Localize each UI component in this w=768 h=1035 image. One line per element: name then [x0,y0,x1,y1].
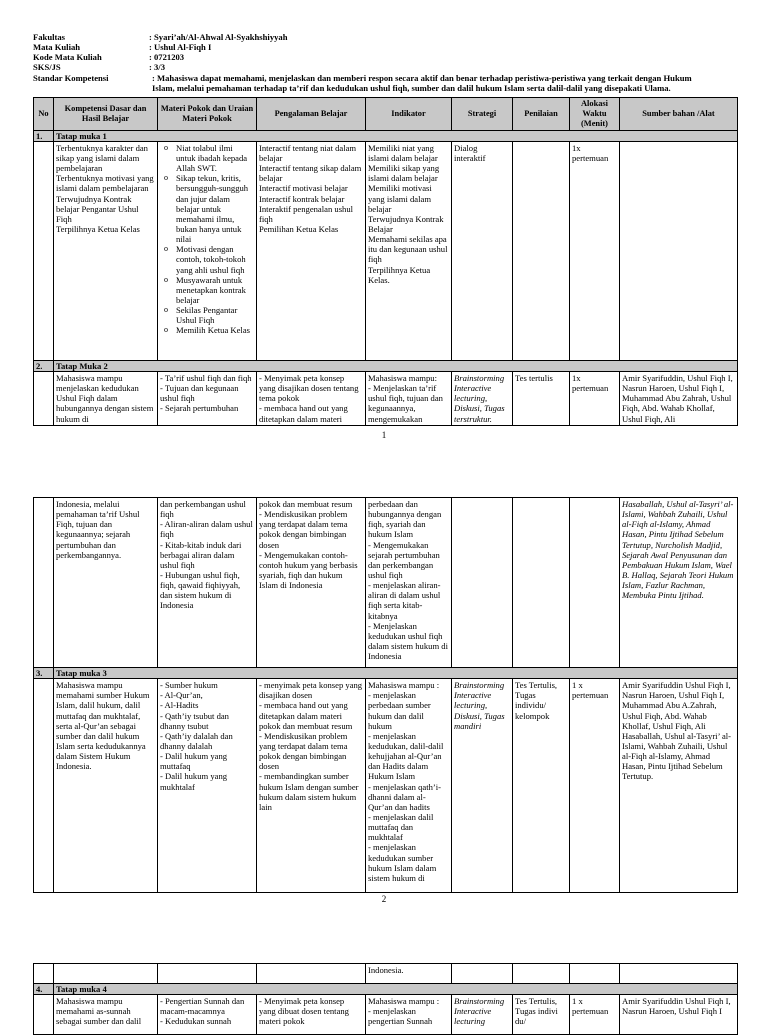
kode-value: : 0721203 [149,52,185,63]
list-item: - Menjelaskan ta’rif ushul fiqh, tujuan dan kegunaannya, mengemukakan [368,383,443,424]
list-item: Terwujudnya Kontrak belajar Pengantar Ushul Fiqh [56,193,139,224]
cell-sumber: Hasaballah, Ushul al-Tasyri’ al-Islami, Wahbah Zuhaili, Ushul al-Fiqh al-Islamy, Ahmad Hasan, Pintu Ijtihad Sebelum Tertutup, Nurcholish Madjid, Sejarah Awal Penyusunan dan Pembakuan Hukum Islam, Wael B. Hallaq, Sejarah Teori Hukum Islam, Fazlur Rachman, Membuka Pintu Ijtihad. [620,498,738,668]
list-item: - membaca hand out yang ditetapkan dalam materi [259,403,348,424]
table-header-row [34,98,738,131]
list-item: - Qath’iy dalalah dan dhanny dalalah [160,730,233,751]
list-item: - Dalil hukum yang muttafaq [160,751,228,772]
list-item: - menyimak peta konsep yang disajikan dosen [259,680,363,701]
page-number: 1 [381,430,387,440]
cell-sumber: Amir Syarifuddin Ushul Fiqh I, Nasrun Haroen, Ushul Fiqh I, Muhammad Abu A.Zahrah, Ushul Fiqh, Abd. Wahab Khollaf, Ushul Fiqh, Ali Hasaballah, Ushul al-Tasyri’ al-Islami, Wahbah Zuhaili, Ushul al-Fiqh al-Islamy, Ahmad Hasan, Pintu Ijtihad Sebelum Tertutup. [620,679,738,893]
rps-table-page-2 [33,497,738,893]
list-item: - Al-Hadits [160,700,199,711]
list-item: Mahasiswa mampu : [368,680,440,691]
list-item: Interactif kontrak belajar [259,193,345,204]
cell-materi [158,995,257,1035]
cell-no [34,964,54,984]
list-item: Pemilihan Ketua Kelas [259,223,339,234]
cell-pengalaman [257,498,366,668]
cell-pengalaman [257,372,366,426]
cell-alokasi [570,964,620,984]
list-item: - Aliran-aliran dalam ushul fiqh [160,519,253,540]
cell-materi [158,498,257,668]
list-item: Interactif motivasi belajar [259,183,348,194]
list-item: - Kedudukan sunnah [160,1016,232,1027]
standar-label: Standar Kompetensi [33,72,109,83]
list-item: dan perkembangan ushul fiqh [160,499,246,520]
list-item: - menjelaskan qath’i-dhanni dalam al-Qur’an dan hadits [368,781,442,812]
cell-penilaian: Tes tertulis [513,372,570,426]
standar-line-2: Islam, melalui pemahaman terhadap ta’rif dan kedudukan ushul fiqh, sumber dan dalil hukum Islam serta dalil-dalil yang disepakati Ulama. [152,82,671,93]
header-strategi: Strategi [452,98,513,131]
header-pengalaman: Pengalaman Belajar [257,98,366,131]
list-item: - Sumber hukum [160,680,218,691]
list-item: Memiliki sikap yang islami dalam belajar [368,163,440,184]
cell-sumber: Amir Syarifuddin, Ushul Fiqh I, Nasrun Haroen, Ushul Fiqh I, Muhammad Abu Zahrah, Ushul Fiqh, Abd. Wahab Khollaf, Ushul Fiqh, Ali [620,372,738,426]
list-item: - Mendiskusikan problem yang terdapat dalam tema pokok dengan bimbingan dosen [259,509,348,550]
cell-alokasi: 1x pertemuan [570,372,620,426]
cell-no [34,679,54,893]
page-number: 2 [381,894,387,904]
list-item: o Motivasi dengan contoh, tokoh-tokoh yang ahli ushul fiqh [176,244,254,274]
cell-kompetensi: Indonesia, melalui pemahaman ta’rif Ushul Fiqh, tujuan dan kegunaannya; sejarah pertumbuhan dan perkembangannya. [54,498,158,668]
cell-materi [158,964,257,984]
list-item: Mahasiswa mampu : [368,996,440,1007]
list-item: Memiliki motivasi yang islami dalam belajar [368,183,432,214]
cell-strategi: Brainstorming Interactive lecturing [452,995,513,1035]
table-row [34,995,738,1035]
list-item: - Tujuan dan kegunaan ushul fiqh [160,383,239,404]
cell-kompetensi [54,141,158,360]
list-item: - membaca hand out yang ditetapkan dalam materi pokok dan membuat resum [259,700,353,731]
cell-alokasi: 1 x pertemuan [570,995,620,1035]
matkul-value: : Ushul Al-Fiqh I [149,42,212,53]
cell-penilaian: Tes Tertulis, Tugas indivi du/ [513,995,570,1035]
rps-table-page-3 [33,963,738,1035]
list-item: - Pengertian Sunnah dan macam-macamnya [160,996,245,1017]
list-item: Memahami sekilas apa itu dan kegunaan ushul fiqh [368,234,448,265]
list-item: Terpilihnya Ketua Kelas [56,223,140,234]
cell-strategi [452,964,513,984]
list-item: - Kitab-kitab induk dari berbagai aliran dalam ushul fiqh [160,539,242,570]
cell-no [34,372,54,426]
cell-materi [158,372,257,426]
cell-strategi: Brainstorming Interactive lecturing, Diskusi, Tugas terstruktur. [452,372,513,426]
list-item: - menjelaskan dalil muttafaq dan mukhtalaf [368,811,434,843]
list-item: - Menyimak peta konsep yang dibuat dosen tentang materi pokok [259,996,349,1027]
list-item: perbedaan dan hubungannya dengan fiqh, syariah dan hukum Islam [368,499,442,540]
table-row [34,498,738,668]
list-item: Interaktif pengenalan ushul fiqh [259,203,354,224]
cell-indikator [366,498,452,668]
list-item: - menjelaskan pengertian Sunnah [368,1006,433,1027]
meeting-label: Tatap muka 1 [54,130,738,141]
meeting-row-3 [34,668,738,679]
cell-alokasi: 1 x pertemuan [570,679,620,893]
cell-alokasi [570,498,620,668]
cell-sumber [620,141,738,360]
meeting-label: Tatap Muka 2 [54,360,738,371]
course-meta [33,32,733,93]
rps-table-page-1 [33,97,738,426]
meeting-number: 2. [34,360,54,371]
cell-sumber: Amir Syarifuddin Ushul Fiqh I, Nasrun Haroen, Ushul Fiqh I [620,995,738,1035]
list-item: Interactif tentang sikap dalam belajar [259,163,362,184]
list-item: Terpilihnya Ketua Kelas. [368,264,431,285]
list-item: o Musyawarah untuk menetapkan kontrak belajar [176,275,254,305]
sks-value: : 3/3 [149,62,165,73]
list-item: - menjelaskan perbedaan sumber hukum dan dalil hukum [368,690,431,731]
cell-penilaian [513,498,570,668]
cell-penilaian [513,964,570,984]
list-item: o Memilih Ketua Kelas [176,325,254,335]
cell-pengalaman [257,995,366,1035]
table-row [34,679,738,893]
cell-no [34,995,54,1035]
header-indikator: Indikator [366,98,452,131]
cell-indikator [366,372,452,426]
list-item: - menjelaskan aliran-aliran di dalam ushul fiqh serta kitab-kitabnya [368,580,441,621]
cell-kompetensi: Mahasiswa mampu memahami sumber Hukum Islam, dalil hukum, dalil muttafaq dan mukhtalaf, serta al-Qur’an sebagai sumber dan dalil hukum Islam serta kedudukannya dalam Sistem Hukum Indonesia. [54,679,158,893]
cell-kompetensi: Mahasiswa mampu memahami as-sunnah sebagai sumber dan dalil [54,995,158,1035]
cell-alokasi: 1x pertemuan [570,141,620,360]
meeting-row-1 [34,130,738,141]
header-no: No [34,98,54,131]
table-row [34,964,738,984]
list-item: Memiliki niat yang islami dalam belajar [368,142,438,163]
cell-materi [158,141,257,360]
cell-no [34,141,54,360]
list-item: - Hubungan ushul fiqh, fiqh, qawaid fiqhiyyah, dan sistem hukum di Indonesia [160,569,241,611]
fakultas-label: Fakultas [33,32,65,42]
list-item: Interactif tentang niat dalam belajar [259,142,357,163]
cell-no [34,498,54,668]
list-item: o Sekilas Pengantar Ushul Fiqh [176,305,254,325]
meeting-row-2 [34,360,738,371]
cell-kompetensi: Mahasiswa mampu menjelaskan kedudukan Ushul Fiqh dalam hubungannya dengan sistem hukum di [54,372,158,426]
cell-sumber [620,964,738,984]
cell-strategi: Brainstorming Interactive lecturing, Diskusi, Tugas mandiri [452,679,513,893]
cell-strategi: Dialog interaktif [452,141,513,360]
cell-strategi [452,498,513,668]
cell-penilaian: Tes Tertulis, Tugas individu/ kelompok [513,679,570,893]
cell-pengalaman [257,964,366,984]
header-alokasi: Alokasi Waktu (Menit) [570,98,620,131]
list-item: o Niat tolabul ilmi untuk ibadah kepada Allah SWT. [176,143,254,173]
meeting-row-4 [34,984,738,995]
meeting-number: 3. [34,668,54,679]
kode-label: Kode Mata Kuliah [33,52,102,63]
list-item: - Al-Qur’an, [160,690,203,701]
meeting-number: 1. [34,130,54,141]
header-penilaian: Penilaian [513,98,570,131]
list-item: - Dalil hukum yang mukhtalaf [160,771,228,792]
meeting-label: Tatap muka 4 [54,984,738,995]
cell-indikator [366,141,452,360]
list-item: - Mendiskusikan problem yang terdapat dalam tema pokok dengan bimbingan dosen [259,730,348,772]
cell-indikator: Indonesia. [366,964,452,984]
list-item: - Mengemukakan sejarah pertumbuhan dan perkembangan ushul fiqh [368,539,440,580]
list-item: - Qath’iy tsubut dan dhanny tsubut [160,710,229,731]
list-item: o Sikap tekun, kritis, bersungguh-sungguh dan jujur dalam belajar untuk memahami ilmu, bukan hanya untuk nilai [176,173,254,244]
list-item: Terwujudnya Kontrak Belajar [368,213,444,234]
header-sumber: Sumber bahan /Alat [620,98,738,131]
table-row [34,372,738,426]
header-kompetensi: Kompetensi Dasar dan Hasil Belajar [54,98,158,131]
standar-value [149,73,692,93]
standar-line-1: : Mahasiswa dapat memahami, menjelaskan dan memberi respon secara aktif dan benar terhadap peristiwa-peristiwa yang terkait dengan Hukum [152,72,692,83]
sks-label: SKS/JS [33,62,61,73]
cell-materi [158,679,257,893]
meeting-label: Tatap muka 3 [54,668,738,679]
list-item: - Menjelaskan kedudukan ushul fiqh dalam sistem hukum di Indonesia [368,620,448,662]
header-materi: Materi Pokok dan Uraian Materi Pokok [158,98,257,131]
list-item: Terbentuknya karakter dan sikap yang islami dalam pembelajaran [56,142,148,174]
list-item: Terbentuknya motivasi yang islami dalam pembelajaran [56,173,154,194]
list-item: - Sejarah pertumbuhan [160,403,239,414]
materi-bullet-list [160,143,254,336]
table-row [34,141,738,360]
list-item: Mahasiswa mampu: [368,373,437,383]
cell-indikator [366,679,452,893]
cell-kompetensi [54,964,158,984]
list-item: - Menyimak peta konsep yang disajikan dosen tentang tema pokok [259,373,359,404]
cell-pengalaman [257,679,366,893]
list-item: - Ta’rif ushul fiqh dan fiqh [160,373,252,383]
list-item: - Mengemukakan contoh-contoh hukum yang berbasis syariah, fiqh dan hukum Islam di Indonesia [259,549,358,591]
cell-penilaian [513,141,570,360]
list-item: - menjelaskan kedudukan, dalil-dalil kehujjahan al-Qur’an dan Hadits dalam Hukum Islam [368,730,444,782]
cell-indikator [366,995,452,1035]
cell-pengalaman [257,141,366,360]
fakultas-value: : Syari’ah/Al-Ahwal Al-Syakhshiyyah [149,32,288,42]
matkul-label: Mata Kuliah [33,42,81,53]
list-item: - menjelaskan kedudukan sumber hukum Islam dalam sistem hukum di [368,842,437,883]
list-item: pokok dan membuat resum [259,499,353,509]
meeting-number: 4. [34,984,54,995]
list-item: - membandingkan sumber hukum Islam dengan sumber hukum dalam sistem hukum lain [259,771,359,812]
